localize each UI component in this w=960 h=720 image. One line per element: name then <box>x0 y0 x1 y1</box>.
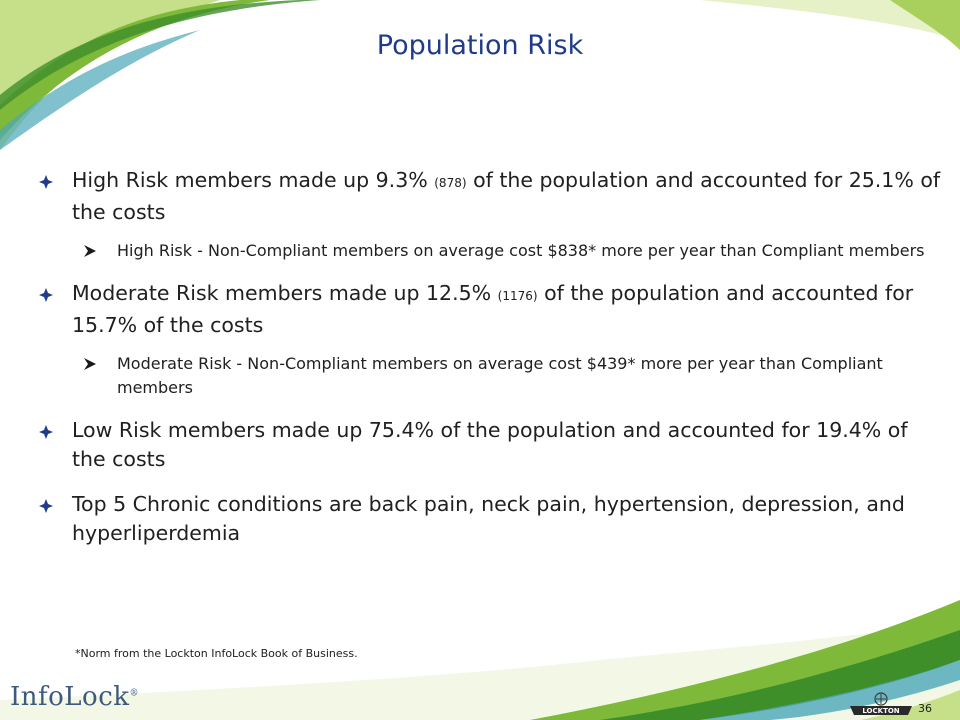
bullet-text: of the population and accounted for 15.7% of the costs <box>72 281 914 337</box>
sub-bullet-text: High Risk - Non-Compliant members on average cost $838* more per year than Compliant members <box>117 241 925 260</box>
diamond-bullet-icon <box>38 424 54 440</box>
arrowhead-bullet-icon <box>83 357 97 371</box>
lockton-wordmark: LOCKTON <box>862 707 900 715</box>
member-count: (878) <box>434 176 467 190</box>
diamond-bullet-icon <box>38 498 54 514</box>
bullet-text: High Risk members made up 9.3% <box>72 168 428 192</box>
member-count: (1176) <box>497 289 538 303</box>
arrowhead-bullet-icon <box>83 244 97 258</box>
bullet-low-risk <box>38 416 943 474</box>
bullet-moderate-risk <box>38 279 943 340</box>
diamond-bullet-icon <box>38 287 54 303</box>
infolock-logo <box>10 682 139 712</box>
slide-title: Population Risk <box>376 30 584 61</box>
bullet-high-risk <box>38 166 943 227</box>
registered-mark: ® <box>129 688 140 699</box>
bullet-list <box>38 166 943 548</box>
bullet-text: Moderate Risk members made up 12.5% <box>72 281 492 305</box>
bullet-text: of the population and accounted for 25.1% of the costs <box>72 168 941 224</box>
bullet-text: Top 5 Chronic conditions are back pain, neck pain, hypertension, depression, and hyperliperdemia <box>72 492 905 545</box>
footnote: *Norm from the Lockton InfoLock Book of Business. <box>75 647 358 660</box>
sub-bullet-moderate-risk <box>117 352 943 400</box>
lockton-logo <box>848 692 914 716</box>
page-number: 36 <box>918 702 932 715</box>
logo-text: InfoLock <box>10 682 130 712</box>
sub-bullet-high-risk <box>117 239 943 263</box>
bullet-text: Low Risk members made up 75.4% of the population and accounted for 19.4% of the costs <box>72 418 908 471</box>
bullet-chronic-conditions <box>38 490 943 548</box>
diamond-bullet-icon <box>38 174 54 190</box>
sub-bullet-text: Moderate Risk - Non-Compliant members on average cost $439* more per year than Compliant members <box>117 354 883 397</box>
